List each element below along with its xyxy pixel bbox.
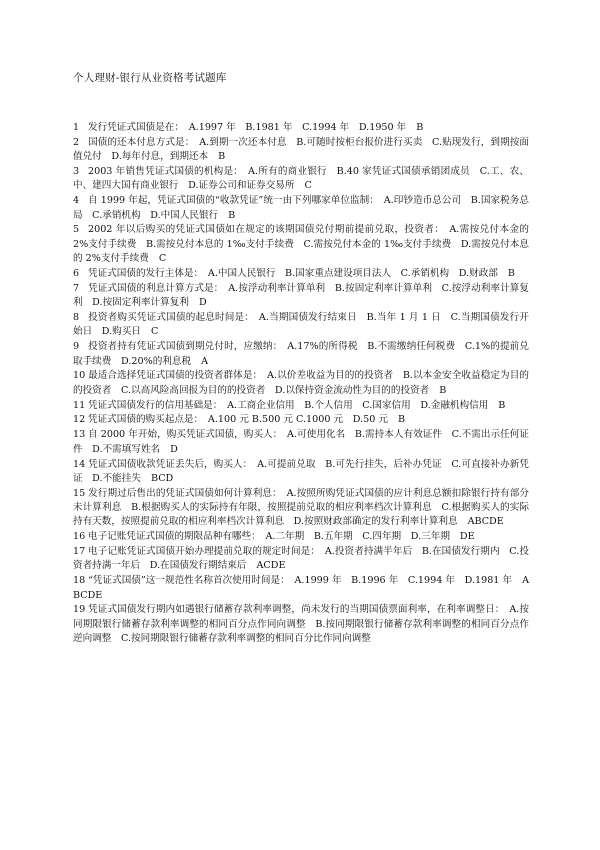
answer-key: ABCDE (467, 516, 504, 528)
question-number: 13 (73, 429, 86, 441)
answer-key: C (304, 180, 312, 192)
answer-key: C (150, 326, 159, 338)
question-text: 凭证式国债发行期内如遇银行储蓄存款利率调整，尚未发行的当期国债票面利率，在利率调整日： A.按同期限银行储蓄存款利率调整的相同百分点作同向调整 B.按同期限银行储蓄存款利率调整的相同百分点作逆向调整 C.按同期限银行储蓄存款利率调整的相同百分比作同向调整 (73, 604, 529, 645)
answer-key: D (170, 443, 178, 455)
question-number: 7 (73, 282, 80, 294)
question-item (73, 399, 529, 413)
answer-key: BCD (150, 472, 174, 484)
question-text: 2003 年销售凭证式国债的机构是： A.所有的商业银行 B.40 家凭证式国债承销团成员 C.工、农、中、建四大国有商业银行 D.证券公司和证券交易所 (73, 166, 529, 192)
question-number: 4 (73, 195, 80, 207)
question-item (73, 603, 529, 646)
question-list (73, 121, 529, 647)
question-number: 10 (73, 370, 86, 382)
question-text: 凭证式国债的购买起点是： A.100 元 B.500 元 C.1000 元 D.50 元 (88, 414, 388, 426)
question-item (73, 369, 529, 398)
answer-key: C (158, 253, 167, 265)
question-number: 16 (73, 531, 86, 543)
question-item (73, 267, 529, 281)
answer-key: A (201, 355, 209, 367)
answer-key: B (498, 399, 506, 411)
question-item (73, 121, 529, 135)
question-number: 2 (73, 136, 80, 148)
question-text: 发行凭证式国债是在： A.1997 年 B.1981 年 C.1994 年 D.1950 年 (88, 122, 407, 133)
question-text: 自 2000 年开始，购买凭证式国债，购买人： A.可使用化名 B.需持本人有效证件 C.不需出示任何证件 D.不需填写姓名 (73, 429, 529, 455)
question-text: 电子记账凭证式国债开始办理提前兑取的规定时间是： A.投资者持满半年后 B.在国债发行期内 C.投资者持满一年后 D.在国债发行期结束后 (73, 546, 529, 572)
question-item (73, 428, 529, 457)
question-item (73, 545, 529, 574)
answer-key: B (416, 122, 424, 133)
question-text: 凭证式国债的利息计算方式是： A.按浮动利率计算单利 B.按固定利率计算单利 C.按浮动利率计算复利 D.按固定利率计算复利 (73, 282, 529, 309)
question-item (73, 413, 529, 427)
question-number: 17 (73, 546, 86, 558)
question-item (73, 487, 529, 530)
question-item (73, 194, 529, 223)
question-item (73, 458, 529, 487)
question-text: “凭证式国债”这一规范性名称首次使用时间是： A.1999 年 B.1996 年 C.1994 年 D.1981 年 (88, 575, 513, 587)
question-text: 凭证式国债发行的信用基础是： A.工商企业信用 B.个人信用 C.国家信用 D.金融机构信用 (88, 399, 489, 411)
question-item (73, 136, 529, 165)
question-item (73, 340, 529, 369)
question-item (73, 574, 529, 603)
answer-key: B (507, 267, 515, 279)
question-text: 最适合选择凭证式国债的投资者群体是： A.以价差收益为目的的投资者 B.以本金安全收益稳定为目的的投资者 C.以高风险高回报为目的的投资者 D.以保持资金流动性为目的的投资者 (73, 370, 529, 396)
question-number: 5 (73, 224, 80, 236)
question-item (73, 165, 529, 194)
question-text: 凭证式国债收款凭证丢失后，购买人： A.可提前兑取 B.可先行挂失，后补办凭证 C.可直接补办新凭证 D.不能挂失 (73, 458, 529, 484)
question-text: 发行期过后售出的凭证式国债如何计算利息： A.按照所购凭证式国债的应计利息总额扣除银行持有部分未计算利息 B.根据购买人的实际持有年限，按照提前兑取的相应利率档次计算利息 C.根据购买人的实际持有天数，按照提前兑取的相应利率档次计算利息 D.按照财政部确定的发行利率计算利息 (73, 487, 529, 528)
question-number: 6 (73, 267, 80, 279)
question-number: 18 (73, 575, 86, 587)
question-number: 1 (73, 122, 80, 133)
question-number: 8 (73, 312, 80, 324)
answer-key: B (439, 384, 447, 396)
question-number: 19 (73, 604, 86, 616)
answer-key: ABCDE (73, 575, 529, 601)
answer-key: B (218, 151, 226, 163)
answer-key: D (198, 297, 207, 309)
question-number: 3 (73, 166, 80, 178)
question-text: 国债的还本付息方式是： A.到期一次还本付息 B.可随时按柜台报价进行买卖 C.贴现发行，到期按面值兑付 D.每年付息，到期还本 (73, 136, 529, 163)
question-number: 11 (73, 399, 86, 411)
answer-key: B (397, 414, 406, 426)
answer-key: ACDE (256, 560, 286, 572)
question-number: 14 (73, 458, 86, 470)
question-text: 电子记账凭证式国债的期限品种有哪些： A.二年期 B.五年期 C.四年期 D.三年期 (88, 531, 450, 543)
question-text: 投资者购买凭证式国债的起息时间是： A.当期国债发行结束日 B.当年 1 月 1 日 C.当期国债发行开始日 D.购买日 (73, 312, 529, 338)
question-text: 投资者持有凭证式国债到期兑付时，应缴纳： A.17%的所得税 B.不需缴纳任何税费 C.1%的提前兑取手续费 D.20%的利息税 (73, 341, 529, 367)
question-item (73, 311, 529, 340)
question-item (73, 282, 529, 311)
answer-key: DE (459, 531, 475, 543)
question-number: 9 (73, 341, 80, 353)
question-text: 凭证式国债的发行主体是： A.中国人民银行 B.国家重点建设项目法人 C.承销机构 D.财政部 (88, 267, 498, 279)
answer-key: B (228, 209, 236, 221)
question-text: 2002 年以后购买的凭证式国债如在规定的该期国债兑付期前提前兑取，投资者： A.需按兑付本金的 2%支付手续费 B.需按兑付本息的 1‰支付手续费 C.需按兑付本金的 1‰支付手续费 D.需按兑付本息的 2%支付手续费 (73, 224, 529, 265)
question-number: 12 (73, 414, 86, 426)
question-item (73, 530, 529, 544)
question-item (73, 223, 529, 266)
document-title: 个人理财-银行从业资格考试题库 (73, 72, 227, 84)
question-text: 自 1999 年起，凭证式国债的“收款凭证”统一由下列哪家单位监制： A.印钞造币总公司 B.国家税务总局 C.承销机构 D.中国人民银行 (73, 195, 529, 221)
question-number: 15 (73, 487, 86, 499)
